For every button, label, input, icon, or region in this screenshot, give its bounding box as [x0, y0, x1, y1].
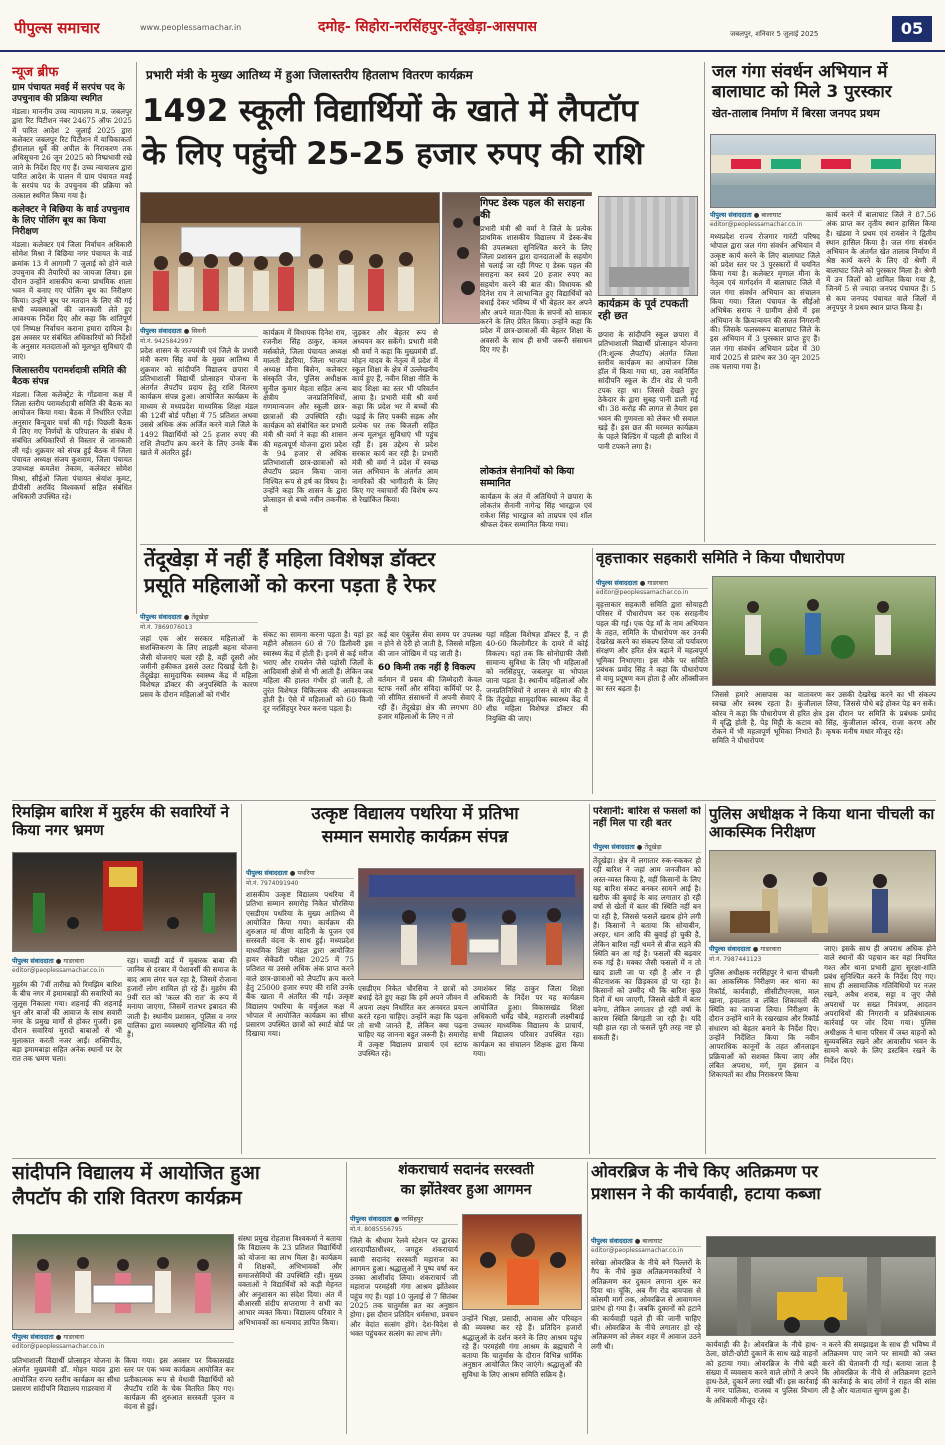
roof-title: कार्यक्रम के पूर्व टपकती रही छत: [598, 298, 689, 323]
laptop-col-4: प्रभारी मंत्री श्री वर्मा ने जिले के प्रत्येक प्राथमिक शासकीय विद्यालय में डेस्क-बेंच की उपलब्धता सुनिश्चित करने के लिए जिला प्रशासन द्वारा दानदाताओं के सहयोग से चलाई जा रही गिफ्ट ए डेस्क पहल की सराहना कर स्वयं 20 हजार रुपए का सहयोग करने की बात की। विधायक श्री दिनेश राय ने लाभान्वित हुए विद्यार्थियों को बधाई देकर भविष्य में भी बेहतर कर अपने और अपने माता-पिता के सपनों को साकार करने के लिए प्रेरित किया। उन्होंने कहा कि प्रदेश में छात्र-छात्राओं की बेहतर शिक्षा के अवसरों के साथ ही सभी जरूरी संसाधन दिए गए हैं।: [480, 224, 592, 354]
brief-body-2: मंडला। कलेक्टर एवं जिला निर्वाचन अधिकारी सोमेश मिश्रा ने बिछिया नगर पंचायत के वार्ड क्रमांक 13 में आगामी 7 जुलाई को होने वाले उपचुनाव की तैयारियों का जायजा लिया। इस दौरान उन्होंने शासकीय कन्या प्राथमिक शाला भवन में बनाए गए पोलिंग बूथ का निरीक्षण किया। उन्होंने बूथ पर मतदान के लिए की गई सभी व्यवस्थाओं की जानकारी लेते हुए आवश्यक निर्देश दिए और कहा कि शांतिपूर्ण एवं निष्पक्ष निर्वाचन कराना हमारा दायित्व है। इस अवसर पर संबंधित अधिकारियों को निर्देशों के अनुसार मतदाताओं को मूलभूत सुविधाएं दी जाएं।: [12, 239, 132, 361]
tendukheda-col-2: संकट का सामना करना पड़ता है। यहां हर महीने औसतन 60 से 70 डिलीवरी इस स्वास्थ्य केंद्र में होती हैं। इनमें से कई मरीज भराए और रायसेन जैसे पड़ोसी जिलों के आदिवासी क्षेत्रों से भी आती हैं। लेकिन जब महिला की हालत गंभीर हो जाती है, तो तुरंत विशेषज्ञ चिकित्सक की आवश्यकता होती है। ऐसे में महिलाओं को 60 किमी दूर नरसिंहपुर रेफर करना पड़ता है।: [263, 630, 373, 714]
jalganga-photo: [710, 134, 936, 208]
tree-byline: पीपुल्स संवाददाता ● गाडरवारा editor@peoplessamachar.co.in: [596, 578, 708, 596]
shankaracharya-col-2: उन्होंने भिक्षा, प्रसादी, आवास और परिवहन की व्यवस्था कर रहे हैं। प्रतिदिन हजारों श्रद्धालुओं के दर्शन करने के लिए आश्रम पहुंच रहे हैं। परमहंसी गंगा आश्रम के ब्रह्मचारी ने बताया कि चातुर्मास के दौरान विभिन्न धार्मिक अनुष्ठान आयोजित किए जाएंगे। श्रद्धालुओं की सुविधा के लिए आश्रम समिति सक्रिय है।: [462, 1314, 582, 1379]
tree-col-3: कर उसकी देखरेख करने का भी संकल्प लिया, जिससे पौधे बड़े होकर पेड़ बन सकें। इस दौरान पर समिति के प्रबंधक प्रमोद सिंह, कुंजीलाल कौरव, राजा करण और कृषक मनीष मथार मौजूद रहे।: [826, 690, 936, 737]
roof-photo: [598, 196, 698, 296]
roof-illustration: [599, 197, 698, 296]
tendukheda-subhead: 60 किमी तक नहीं है विकल्प: [378, 662, 476, 673]
muharram-byline: पीपुल्स संवाददाता ● गाडरवारा editor@peoplessamachar.co.in: [12, 956, 122, 974]
divider: [587, 1162, 588, 1434]
laptop-col-1: प्रदेश शासन के राज्यमंत्री एवं जिले के प्रभारी मंत्री करण सिंह वर्मा के मुख्य आतिथ्य में शुक्रवार को सांदीपनि विद्यालय छपारा में प्रतिभाशाली विद्यार्थी प्रोत्साहन योजना के अंतर्गत लैपटॉप प्रदाय हेतु राशि वितरण कार्यक्रम संपन्न हुआ। आयोजित कार्यक्रम के माध्यम से मध्यप्रदेश माध्यमिक शिक्षा मंडल की 12वीं बोर्ड परीक्षा में 75 प्रतिशत अथवा उससे अधिक अंक अर्जित करने वाले जिले के 1492 विद्यार्थियों को 25 हजार रुपए की राशि लैपटॉप क्रय करने के लिए उनके बैंक खाते में अंतरित हुई।: [140, 346, 258, 458]
jalganga-col-2: कार्य करने में बालाघाट जिले ने 87.56 अंक प्राप्त कर तृतीय स्थान हासिल किया है। खंडवा ने प्रथम एवं रायसेन ने द्वितीय स्थान हासिल किया है। जल गंगा संवर्धन अभियान के अंतर्गत खेत तालाब निर्माण में श्रेष्ठ कार्य करने के लिए दो श्रेणी में बालाघाट जिले को पुरस्कार मिला है। श्रेणी में उन जिलों को शामिल किया गया है, जिनमें 5 से ज्यादा जनपद पंचायत हैं। 5 से कम जनपद पंचायत वाले जिलों में अनूपपुर ने प्रथम स्थान प्राप्त किया है।: [826, 210, 936, 312]
page-number: 05: [892, 16, 932, 42]
byline-label: पीपुल्स संवाददाता: [12, 1333, 54, 1341]
tendukheda-col-3-wrap: [378, 630, 482, 794]
byline-email: editor@peoplessamachar.co.in: [12, 967, 105, 974]
rain-byline: पीपुल्स संवाददाता ● तेंदूखेड़ा: [593, 842, 701, 853]
patharia-col-3: उमाशंकर सिंह ठाकुर जिला शिक्षा अधिकारी के निर्देश पर यह कार्यक्रम आयोजित हुआ। विकासखंड शिक्षा अधिकारी धर्मेंद्र चौबे, महाराजी लक्ष्मीबाई उच्चतर माध्यमिक विद्यालय के प्राचार्य, सभी विद्यालय परिवार उपस्थित रहा। कार्यक्रम का संचालन शिक्षक द्वारा किया गया।: [473, 984, 584, 1059]
overbridge-col-3: न करने की समझाइश के साथ ही भविष्य में अतिक्रमण पाए जाने पर सामग्री को जब्त करने की चेतावनी दी गई। बताया जाता है कि ओवरब्रिज के नीचे से अतिक्रमण हटाने की कार्रवाई के बाद लोगों ने राहत की सांस ली है और यातायात सुगम हुआ है।: [822, 1340, 936, 1396]
shankaracharya-col-1: जिले के श्रीधाम रेलवे स्टेशन पर द्वारका शारदापीठाधीश्वर, जगद्गुरु शंकराचार्य स्वामी सदानंद सरस्वती महाराज का आगमन हुआ। श्रद्धालुओं ने पुष्प वर्षा कर उनका आशीर्वाद लिया। शंकराचार्य जी महाराज परमहंसी गंगा आश्रम झोंतेश्वर पहुंच गए हैं। यहां 10 जुलाई से 7 सितंबर 2025 तक चातुर्मास व्रत का अनुष्ठान होगा। इस दौरान प्रतिदिन धर्मसभा, प्रवचन और वेदांत सत्संग होंगे। देश-विदेश से भक्त पहुंचकर सत्संग का लाभ लेंगे।: [350, 1236, 458, 1338]
police-col-1: पुलिस अधीक्षक नरसिंहपुर ने थाना चीचली का आकस्मिक निरीक्षण कर थाना का रिकॉर्ड, कार्यवाही, सीसीटीएनएस, माल खाना, हवालात व लंबित शिकायतों की स्थिति का जायजा लिया। निरीक्षण के दौरान उन्होंने थाने के रखरखाव और रिकॉर्ड संधारण को बेहतर बनाने के निर्देश दिए। उन्होंने निर्देशित किया कि नवीन आपराधिक कानूनों के तहत ऑनलाइन प्रक्रियाओं को सशक्त किया जाए और लंबित अपराध, मर्ग, गुम इंसान व शिकायतों का शीघ्र निराकरण किया: [709, 968, 819, 1080]
sandipani-photo: [12, 1234, 234, 1330]
byline-phone: मो.नं. 7987441123: [709, 956, 762, 963]
muharram-col-2: रहा। चावड़ी वार्ड में मुबारक बाबा की जानिब से दरबार में पेशावर्सी की समाज के बाद आम लंगर चल रहा है, जिसमें रोजाना हजारों लोग शामिल हो रहे हैं। मुहर्रम की 9वीं रात को 'कत्ल की रात' के रूप में मनाया जाएगा, जिसमें रातभर इबादत की जाती है। स्थानीय प्रशासन, पुलिस व नगर पालिका द्वारा व्यवस्थाएं सुनिश्चित की गई हैं।: [127, 956, 237, 1040]
brief-item-1: [12, 83, 132, 200]
patharia-photo: [358, 868, 584, 980]
byline-place: गाडरवारा: [760, 945, 782, 953]
byline-place: तेंदूखेड़ा: [191, 613, 209, 621]
overbridge-col-1: सरेखा ओवरब्रिज के नीचे बने पिल्लरों के गैप के नीचे कुछ अतिक्रमणकारियों ने अतिक्रमण कर दुकान लगाना शुरू कर दिया था। चूंकि, अब गैंग रोड बायपास से कोसमी मार्ग तक, ओवरब्रिज से आवागमन प्रारंभ हो गया है। जबकि दुकानों को हटाने की कार्यवाही पहले ही की जानी चाहिए थी। ओवरब्रिज के नीचे लगातार हो रहे अतिक्रमण को लेकर शहर में आवाज उठने लगी थी।: [591, 1258, 701, 1351]
sandipani-col-2: किया गया। इस अवसर पर विकासखंड स्तर पर एक भव्य कार्यक्रम आयोजित कर प्रतीकात्मक रूप से मेधावी विद्यार्थियों को लैपटॉप राशि के चेक वितरित किए गए। कार्यक्रम की शुरुआत सरस्वती पूजन व वंदना से हुई।: [124, 1356, 234, 1412]
rain-col-1: तेंदूखेड़ा। क्षेत्र में लगातार रुक-रुककर हो रही बारिश ने जहां आम जनजीवन को अस्त-व्यस्त किया है, वहीं किसानों के लिए यह बारिश संकट बनकर सामने आई है। खरीफ की बुवाई के बाद लगातार हो रही वर्षा से खेतों में बतर की स्थिति नहीं बन पा रही है, जिससे फसलें खराब होने लगी हैं। किसानों ने बताया कि सोयाबीन, अरहर, धान आदि की बुवाई हो चुकी है, लेकिन बारिश नहीं थमने से बीज सड़ने की स्थिति बन आ गई है। फसलों की बढ़वार रुक गई है। मक्का जैसी फसलों में न तो खाद डाली जा पा रही है और न ही कीटनाशक का छिड़काव हो पा रहा है। किसानों को उम्मीद थी कि बारिश कुछ दिनों में थम जाएगी, जिससे खेती में बतर बनेगा, लेकिन लगातार हो रही वर्षा के कारण स्थिति बिगड़ती जा रही है। यदि यही हाल रहा तो फसलें पूरी तरह नष्ट हो सकती हैं।: [593, 856, 701, 1042]
jalganga-headline: जल गंगा संवर्धन अभियान में बालाघाट को मिले 3 पुरस्कार: [712, 62, 892, 103]
patharia-byline: पीपुल्स संवाददाता ● पथरिया मो.नं. 7974091940: [246, 868, 354, 887]
patharia-headline-2: सम्मान समारोह कार्यक्रम संपन्न: [321, 827, 509, 848]
jalganga-subhead: खेत-तालाब निर्माण में बिरसा जनपद प्रथम: [712, 107, 880, 121]
laptop-event-photo: [140, 192, 440, 324]
tendukheda-col-3: कई बार एंबुलेंस सेवा समय पर उपलब्ध न होने से देरी हो जाती है, जिससे महिला की जान जोखिम में पड़ जाती है।: [378, 630, 482, 658]
byline-phone: मो.नं. 9425842997: [140, 338, 193, 345]
laptop-headline-2: के लिए पहुंची 25-25 हजार रुपए की राशि: [142, 135, 644, 172]
byline-place: बालाघाट: [642, 1237, 663, 1245]
overbridge-headline-1: ओवरब्रिज के नीचे किए अतिक्रमण पर: [591, 1162, 818, 1181]
overbridge-col-2: कार्यवाही की है। ओवरब्रिज के नीचे हाथ-ठेला, छोटी-छोटी दुकानें के साथ खड़े वाहनों को हटाया गया। ओवरब्रिज के नीचे बड़ी संख्या में व्यवसाय करने वाले लोगों ने अपने हाथ-ठेले, दुकानें लगा रखी थीं। इस कार्रवाई में नगर पालिका, राजस्व व पुलिस विभाग के अधिकारी मौजूद रहे।: [706, 1340, 818, 1405]
gift-desk-block: [480, 196, 592, 536]
tree-col-1: वृहत्ताकार सहकारी समिति द्वारा सोयाहटी परिसर में पौधारोपण कर एक सराहनीय पहल की गई। एक पेड़ माँ के नाम अभियान के तहत, समिति के पौधारोपण कर उनकी देखरेख करने का संकल्प लिया जो पर्यावरण संरक्षण और हरित क्षेत्र बढ़ाने में महत्वपूर्ण भूमिका निभाएगा। इस मौके पर समिति प्रबंधक प्रमोद सिंह ने कहा कि पौधारोपण से वायु प्रदूषण कम होता है और ऑक्सीजन का स्तर बढ़ता है।: [596, 600, 708, 693]
tree-col-2: जिससे हमारे आसपास का वातावरण स्वच्छ और स्वस्थ रहता है। कुंजीलाल कौरव ने कहा कि पौधारोपण से हरित क्षेत्र में वृद्धि होती है, पेड़ मिट्टी के कटाव को रोकने में भी महत्वपूर्ण भूमिका निभाते हैं। समिति ने पौधारोपण: [712, 690, 822, 746]
byline-email: editor@peoplessamachar.co.in: [12, 1343, 105, 1350]
laptop-col-2: कार्यक्रम में विधायक दिनेश राय, रजनीश सिंह ठाकुर, कमल मर्सकोले, जिला पंचायत अध्यक्ष मालती डेहरिया, जिला भाजपा अध्यक्ष मीना बिसेन, कलेक्टर संस्कृति जैन, पुलिस अधीक्षक सुनील कुमार मेहता सहित अन्य क्षेत्रीय जनप्रतिनिधियों, गणमान्यजन और स्कूली छात्र-छात्राओं की उपस्थिति रही। कार्यक्रम को संबोधित कर प्रभारी मंत्री श्री वर्मा ने कहा की शासन की महत्वपूर्ण योजना द्वारा प्रदेश के 94 हजार से अधिक प्रतिभाशाली छात्र-छात्राओं को लैपटॉप प्रदान किया जाना निश्चित रूप से हर्ष का विषय है। उन्होंने कहा कि शासन के द्वारा प्रोत्साहन से बच्चे नवीन तकनीक से: [263, 328, 347, 514]
divider: [704, 62, 705, 542]
masthead-logo: पीपुल्स समाचार: [14, 19, 100, 37]
tendukheda-story: [140, 548, 588, 608]
pond-illustration: [711, 135, 936, 208]
patharia-story: [246, 804, 584, 864]
overbridge-headline-2: प्रशासन ने की कार्यवाही, हटाया कब्जा: [591, 1184, 821, 1204]
byline-place: तेंदूखेड़ा: [644, 843, 662, 851]
sandipani-headline-2: लैपटॉप की राशि वितरण कार्यक्रम: [12, 1187, 242, 1210]
laptop-kicker: प्रभारी मंत्री के मुख्य आतिथ्य में हुआ जिलास्तरीय हितलाभ वितरण कार्यक्रम: [146, 68, 473, 82]
tendukheda-headline-1: तेंदूखेड़ा में नहीं हैं महिला विशेषज्ञ डॉक्टर: [144, 548, 436, 571]
police-col-2: जाए। इसके साथ ही अपराध अधिक होने वाले स्थानों की पहचान कर वहां नियमित गश्त और थाना प्रभारी द्वारा सुरक्षा-शांति प्रबंध सुनिश्चित करने के निर्देश दिए गए। साथ ही असामाजिक गतिविधियों पर नजर रखने, अवैध शराब, सट्टा व जुए जैसे अपराधों पर सख्त नियंत्रण, आदतन अपराधियों की निगरानी व प्रतिबंधात्मक कार्रवाई पर जोर दिया गया। पुलिस अधीक्षक ने थाना परिसर में जब्त वाहनों को सुव्यवस्थित रखने और आवासीय भवन के सामने कचरे के लिए डस्टबिन रखने के निर्देश दिए।: [824, 944, 936, 1065]
shankaracharya-headline-2: का झोंतेश्वर हुआ आगमन: [400, 1181, 532, 1198]
patharia-headline-1: उत्कृष्ट विद्यालय पथरिया में प्रतिभा: [311, 804, 519, 824]
divider: [12, 1158, 936, 1159]
tree-photo: [712, 576, 936, 686]
shankaracharya-headline-1: शंकराचार्य सदानंद सरस्वती: [398, 1162, 534, 1178]
byline-label: पीपुल्स संवाददाता: [140, 327, 182, 335]
sandipani-headline-1: सांदीपनि विद्यालय में आयोजित हुआ: [12, 1162, 260, 1184]
byline-place: पथरिया: [297, 869, 315, 877]
overbridge-byline: पीपुल्स संवाददाता ● बालाघाट editor@peoplessamachar.co.in: [591, 1236, 701, 1254]
byline-label: पीपुल्स संवाददाता: [140, 613, 182, 621]
byline-place: बालाघाट: [761, 211, 782, 219]
sandipani-story: [12, 1162, 342, 1232]
masthead-date: जबलपुर, शनिवार 5 जुलाई 2025: [730, 30, 819, 38]
laptop-byline: पीपुल्स संवाददाता ● सिवनी मो.नं. 9425842997: [140, 326, 258, 345]
byline-label: पीपुल्स संवाददाता: [246, 869, 288, 877]
tendukheda-byline: पीपुल्स संवाददाता ● तेंदूखेड़ा मो.नं. 7869076013: [140, 612, 258, 631]
roof-body: छपारा के सांदीपनि स्कूल छपारा में प्रतिभाशाली विद्यार्थी प्रोत्साहन योजना (नि:शुल्क लैपटॉप) अंतर्गत जिला स्तरीय कार्यक्रम का आयोजन जिस हॉल में किया गया था, उस नवनिर्मित सांदीपनि स्कूल के टीन शेड से पानी टपक रहा था। जिससे देखते हुए ठेकेदार के द्वारा सुबह पानी डाली गई थी। 38 करोड़ की लागत से तैयार इस भवन की गुणवत्ता को लेकर भी सवाल खड़े हैं। इस छत की मरम्मत कार्यक्रम के पहले बिल्डिंग में पहली ही बारिश में पानी टपकने लगा है।: [598, 330, 698, 451]
divider: [140, 544, 936, 545]
muharram-headline: रिमझिम बारिश में मुहर्रम की सवारियों ने किया नगर भ्रमण: [12, 804, 229, 839]
police-photo: [709, 850, 936, 942]
laptop-col-4b: कार्यक्रम के अंत में अतिथियों ने छपारा के लोकतंत्र सैनानी नागेन्द्र सिंह भारद्वाज एवं राकेश सिंह भारद्वाज को ताम्रपत्र एवं शॉल श्रीफल देकर सम्मानित किया गया।: [480, 492, 592, 529]
divider: [589, 804, 590, 1154]
overbridge-photo: [706, 1236, 936, 1336]
tendukheda-col-4: यहां महिला विशेषज्ञ डॉक्टर हैं, न ही 40-60 किलोमीटर के दायरे में कोई विकल्प। यहां तक कि सोनोग्राफी जैसी सामान्य सुविधा के लिए भी महिलाओं को नरसिंहपुर, जबलपुर या भोपाल जाना पड़ता है। स्थानीय महिलाओं और जनप्रतिनिधियों ने शासन से मांग की है कि तेंदूखेड़ा सामुदायिक स्वास्थ्य केंद्र में शीघ्र महिला विशेषज्ञ डॉक्टर की नियुक्ति की जाए।: [486, 630, 588, 723]
byline-label: पीपुल्स संवाददाता: [593, 843, 635, 851]
ceremony-illustration: [359, 869, 584, 980]
rain-headline: परेशानी: बारिश से फसलों को नहीं मिल पा रही बतर: [593, 806, 701, 829]
patharia-col-1: शासकीय उत्कृष्ट विद्यालय पथरिया में प्रतिभा सम्मान समारोह निकेत चौरसिया एसडीएम पथरिया के मुख्य आतिथ्य में आयोजित किया गया। कार्यक्रम की शुरुआत मां वीणा वादिनी के पूजन एवं सरस्वती वंदना के साथ हुई। मध्यप्रदेश माध्यमिक शिक्षा मंडल द्वारा आयोजित हायर सेकेंडरी परीक्षा 2025 में 75 प्रतिशत या उससे अधिक अंक प्राप्त करने वाले छात्र-छात्राओं को लैपटॉप क्रय करने हेतु 25000 हजार रुपए की राशि उनके बैंक खाता में अंतरित की गई। उत्कृष्ट विद्यालय पथरिया के वर्चुअल कक्ष में भोपाल में आयोजित कार्यक्रम का सीधा प्रसारण उपस्थित छात्रों को स्मार्ट बोर्ड पर दिखाया गया।: [246, 890, 354, 1039]
byline-place: सिवनी: [191, 327, 207, 335]
byline-email: editor@peoplessamachar.co.in: [591, 1247, 684, 1254]
divider: [136, 62, 137, 614]
tendukheda-col-1: जहां एक ओर सरकार महिलाओं के सशक्तिकरण के लिए लाड़ली बहना योजना जैसी योजनाएं चला रही है, वहीं दूसरी ओर जमीनी हकीकत इससे उलट दिखाई देती है। तेंदूखेड़ा सामुदायिक स्वास्थ्य केंद्र में महिला विशेषज्ञ डॉक्टर की अनुपस्थिति के कारण प्रसव के दौरान महिलाओं को गंभीर: [140, 634, 258, 699]
honor-subhead: लोकतंत्र सेनानियों को किया सम्मानित: [480, 466, 575, 489]
muharram-photo: [12, 852, 237, 952]
byline-phone: मो.नं. 7974091940: [246, 880, 299, 887]
byline-email: editor@peoplessamachar.co.in: [710, 221, 803, 228]
brief-item-2: [12, 205, 132, 361]
byline-email: editor@peoplessamachar.co.in: [596, 589, 689, 596]
plantation-illustration: [713, 577, 936, 686]
byline-label: पीपुल्स संवाददाता: [709, 945, 751, 953]
procession-illustration: [13, 853, 237, 952]
masthead-section: दमोह- सिहोरा-नरसिंहपुर-तेंदूखेड़ा-आसपास: [318, 19, 537, 35]
byline-label: पीपुल्स संवाददाता: [350, 1215, 392, 1223]
masthead: [0, 0, 945, 52]
divider: [346, 1162, 347, 1434]
tendukheda-col-3b: वर्तमान में प्रसव की जिम्मेदारी केवल स्टाफ नर्सों और संविदा कर्मियों पर है, जो सीमित संसाधनों में अपनी सेवाएं दे रही हैं। तेंदूखेड़ा क्षेत्र की लगभग 80 हजार महिलाओं के लिए न तो: [378, 674, 482, 722]
brief-title: न्यूज ब्रीफ: [12, 65, 59, 80]
byline-label: पीपुल्स संवाददाता: [591, 1237, 633, 1245]
muharram-col-1: मुहर्रम की 7वीं तारीख को रिमझिम बारिश के बीच नगर में इमामबाड़ों की सवारियों का जुलूस निकाला गया। शहनाई की शहनाई धुन और बाजों की आवाज के साथ सवारी नगर के प्रमुख मार्गों से होकर गुजरी। इस दौरान सवारियां मुरादों बाबाओं से भी मुलाकात करती नजर आईं। शक्तिपीठ, बड़ा इमामबाड़ा सहित अनेक स्थानों पर देर रात तक भ्रमण चला।: [12, 980, 122, 1064]
laptop-headline-1: 1492 स्कूली विद्यार्थियों के खाते में लैपटॉप: [142, 93, 638, 129]
jalganga-col-1: मध्यप्रदेश राज्य रोजगार गारंटी परिषद भोपाल द्वारा जल गंगा संवर्धन अभियान में उत्कृष्ट कार्य करने के लिए बालाघाट जिले को प्रदेश स्तर पर 3 पुरस्कारों में चयनित किया गया है। कलेक्टर मृणाल मीना के नेतृत्व एवं मार्गदर्शन में बालाघाट जिले में जल गंगा संवर्धन अभियान का संचालन किया गया। जिला पंचायत के सीईओ अभिषेक सराफ ने ग्रामीण क्षेत्रों में इस अभियान के क्रियान्वयन की सतत निगरानी की। जिसके फलस्वरूप बालाघाट जिले के इस अभियान में 3 पुरस्कार प्राप्त हुए हैं। जल गंगा संवर्धन अभियान प्रदेश में 30 मार्च 2025 से प्रारंभ कर 30 जून 2025 तक चलाया गया है।: [710, 232, 820, 372]
divider: [705, 804, 706, 1154]
shankaracharya-byline: पीपुल्स संवाददाता ● नरसिंहपुर मो.नं. 8085556795: [350, 1214, 458, 1233]
laptop-col-3: जुड़कर और बेहतर रूप से अध्ययन कर सकेंगे। प्रभारी मंत्री श्री वर्मा ने कहा कि मुख्यमंत्री डॉ. मोहन यादव के नेतृत्व में प्रदेश में स्कूल शिक्षा के क्षेत्र में उल्लेखनीय कार्य हुए हैं, नवीन शिक्षा नीति के बाद शिक्षा का स्तर भी परिवर्तन आया है। प्रभारी मंत्री श्री वर्मा कहा कि प्रदेश भर में बच्चों की पढ़ाई के लिए पक्की सड़क और प्रत्येक घर तक बिजली सहित अन्य मूलभूत सुविधाएं भी पहुंच रही हैं। इस उद्देश्य से प्रदेश सरकार कार्य कर रही है। प्रभारी मंत्री श्री वर्मा ने प्रदेश में स्वच्छ जल अभियान के अंतर्गत आम नागरिकों की भागीदारी के लिए किए गए नवाचारों की विशेष रूप से रेखांकित किया।: [352, 328, 438, 505]
shankaracharya-story: [350, 1162, 582, 1222]
police-byline: पीपुल्स संवाददाता ● गाडरवारा मो.नं. 7987441123: [709, 944, 819, 963]
tree-headline: वृहत्ताकार सहकारी समिति ने किया पौधारोपण: [596, 550, 845, 567]
tendukheda-headline-2: प्रसूति महिलाओं को करना पड़ता है रेफर: [144, 572, 436, 597]
brief-body-1: मंडला। माननीय उच्च न्यायालय म.प्र. जबलपुर द्वारा रिट पिटीशन नंबर 24675 ऑफ 2025 में पारित आदेश 2 जुलाई 2025 द्वारा कलेक्टर जबलपुर रिट पिटीशन में याचिकाकर्ता हीरालाल धुर्वे की अपील के निराकरण तक अधिसूचना 26 जून 2025 को निष्प्रभावी रखे जाने के निर्देश दिए गए हैं। उच्च न्यायालय द्वारा पारित आदेश के पालन में ग्राम पंचायत मवई के सरपंच पद के उपचुनाव की प्रक्रिया को तत्काल स्थगित किया गया है।: [12, 107, 132, 200]
gift-desk-subhead: गिफ्ट डेस्क पहल की सराहना की: [480, 198, 585, 221]
sandipani-col-1: प्रतिभाशाली विद्यार्थी प्रोत्साहन योजना के अंतर्गत मुख्यमंत्री डॉ. मोहन यादव द्वारा आयोजित राज्य स्तरीय कार्यक्रम का सीधा प्रसारण सांदीपनि विद्यालय गाडरवारा में: [12, 1356, 120, 1393]
shankaracharya-photo: [462, 1214, 582, 1310]
sandipani-col-3: संस्था प्रमुख रोहताश विश्वकर्मा ने बताया कि विद्यालय के 23 प्रतिशत विद्यार्थियों को योजना का लाभ मिला है। कार्यक्रम में शिक्षकों, अभिभावकों और समाजसेवियों की उपस्थिति रही। मुख्य वक्ताओं ने विद्यार्थियों को कड़ी मेहनत और अनुशासन का संदेश दिया। अंत में बीआरसी संदीप सप्तराणा ने सभी का आभार व्यक्त किया। विद्यालय परिवार ने अभिभावकों का धन्यवाद ज्ञापित किया।: [238, 1234, 342, 1327]
inspection-illustration: [710, 851, 936, 942]
brief-head-2: कलेक्टर ने बिछिया के वार्ड उपचुनाव के लिए पोलिंग बूथ का किया निरीक्षण: [12, 204, 130, 237]
brief-head-3: जिलास्तरीय परामर्शदात्री समिति की बैठक संपन्न: [12, 365, 127, 387]
byline-phone: मो.नं. 8085556795: [350, 1226, 403, 1233]
saint-illustration: [463, 1215, 582, 1310]
brief-head-1: ग्राम पंचायत मवई में सरपंच पद के उपचुनाव की प्रक्रिया स्थगित: [12, 83, 125, 104]
brief-body-3: मंडला। जिला कलेक्ट्रेट के गोंडवाना कक्ष में जिला स्तरीय परामर्शदात्री समिति की बैठक का आयोजन किया गया। बैठक में निर्धारित एजेंडा अनुसार बिन्दुवार चर्चा की गई। पिछली बैठक में लिए गए निर्णयों के परिपालन के संबंध में संबंधित अधिकारियों से विस्तार से जानकारी ली गई। शुक्रवार को संपन्न हुई बैठक में जिला पंचायत अध्यक्ष संजय कुशराम, जिला पंचायत उपाध्यक्ष कमलेश तेकाम, कलेक्टर सोमेश मिश्रा, सीईओ जिला पंचायत श्रेयांश कूमट, डीपीसी अरविंद विश्वकर्मा सहित संबंधित अधिकारी उपस्थित रहे।: [12, 389, 132, 502]
masthead-website: www.peoplessamachar.in: [140, 23, 242, 32]
sandipani-byline: पीपुल्स संवाददाता ● गाडरवारा editor@peoplessamachar.co.in: [12, 1332, 234, 1350]
byline-place: गाडरवारा: [63, 1333, 85, 1341]
police-headline: पुलिस अधीक्षक ने किया थाना चीचली का आकस्मिक निरीक्षण: [709, 806, 935, 841]
students-check-illustration: [13, 1235, 234, 1330]
byline-label: पीपुल्स संवाददाता: [596, 579, 638, 587]
crowd-illustration: [141, 193, 440, 324]
byline-place: नरसिंहपुर: [401, 1215, 424, 1223]
byline-label: पीपुल्स संवाददाता: [710, 211, 752, 219]
bulldozer-illustration: [707, 1237, 936, 1336]
byline-place: गाडरवारा: [647, 579, 669, 587]
divider: [241, 804, 242, 1154]
overbridge-story: [591, 1162, 936, 1232]
brief-item-3: [12, 366, 132, 502]
byline-phone: मो.नं. 7869076013: [140, 624, 193, 631]
patharia-col-2: एसडीएम निकेत चौरसिया ने छात्रों को बधाई देते हुए कहा कि हमें अपने जीवन में अपना लक्ष्य निर्धारित कर अनवरत प्रयत्न करते रहना चाहिए। उन्होंने कहा कि पढ़ना तो सभी जानते हैं, लेकिन क्या पढ़ना चाहिए यह जानना बहुत जरूरी है। समारोह में उत्कृष्ट विद्यालय प्राचार्य एवं स्टाफ उपस्थित रहे।: [358, 984, 468, 1059]
divider: [12, 800, 936, 801]
divider: [592, 548, 593, 794]
byline-label: पीपुल्स संवाददाता: [12, 957, 54, 965]
byline-place: गाडरवारा: [63, 957, 85, 965]
jalganga-byline: पीपुल्स संवाददाता ● बालाघाट editor@peoplessamachar.co.in: [710, 210, 822, 228]
news-brief: [12, 62, 132, 614]
